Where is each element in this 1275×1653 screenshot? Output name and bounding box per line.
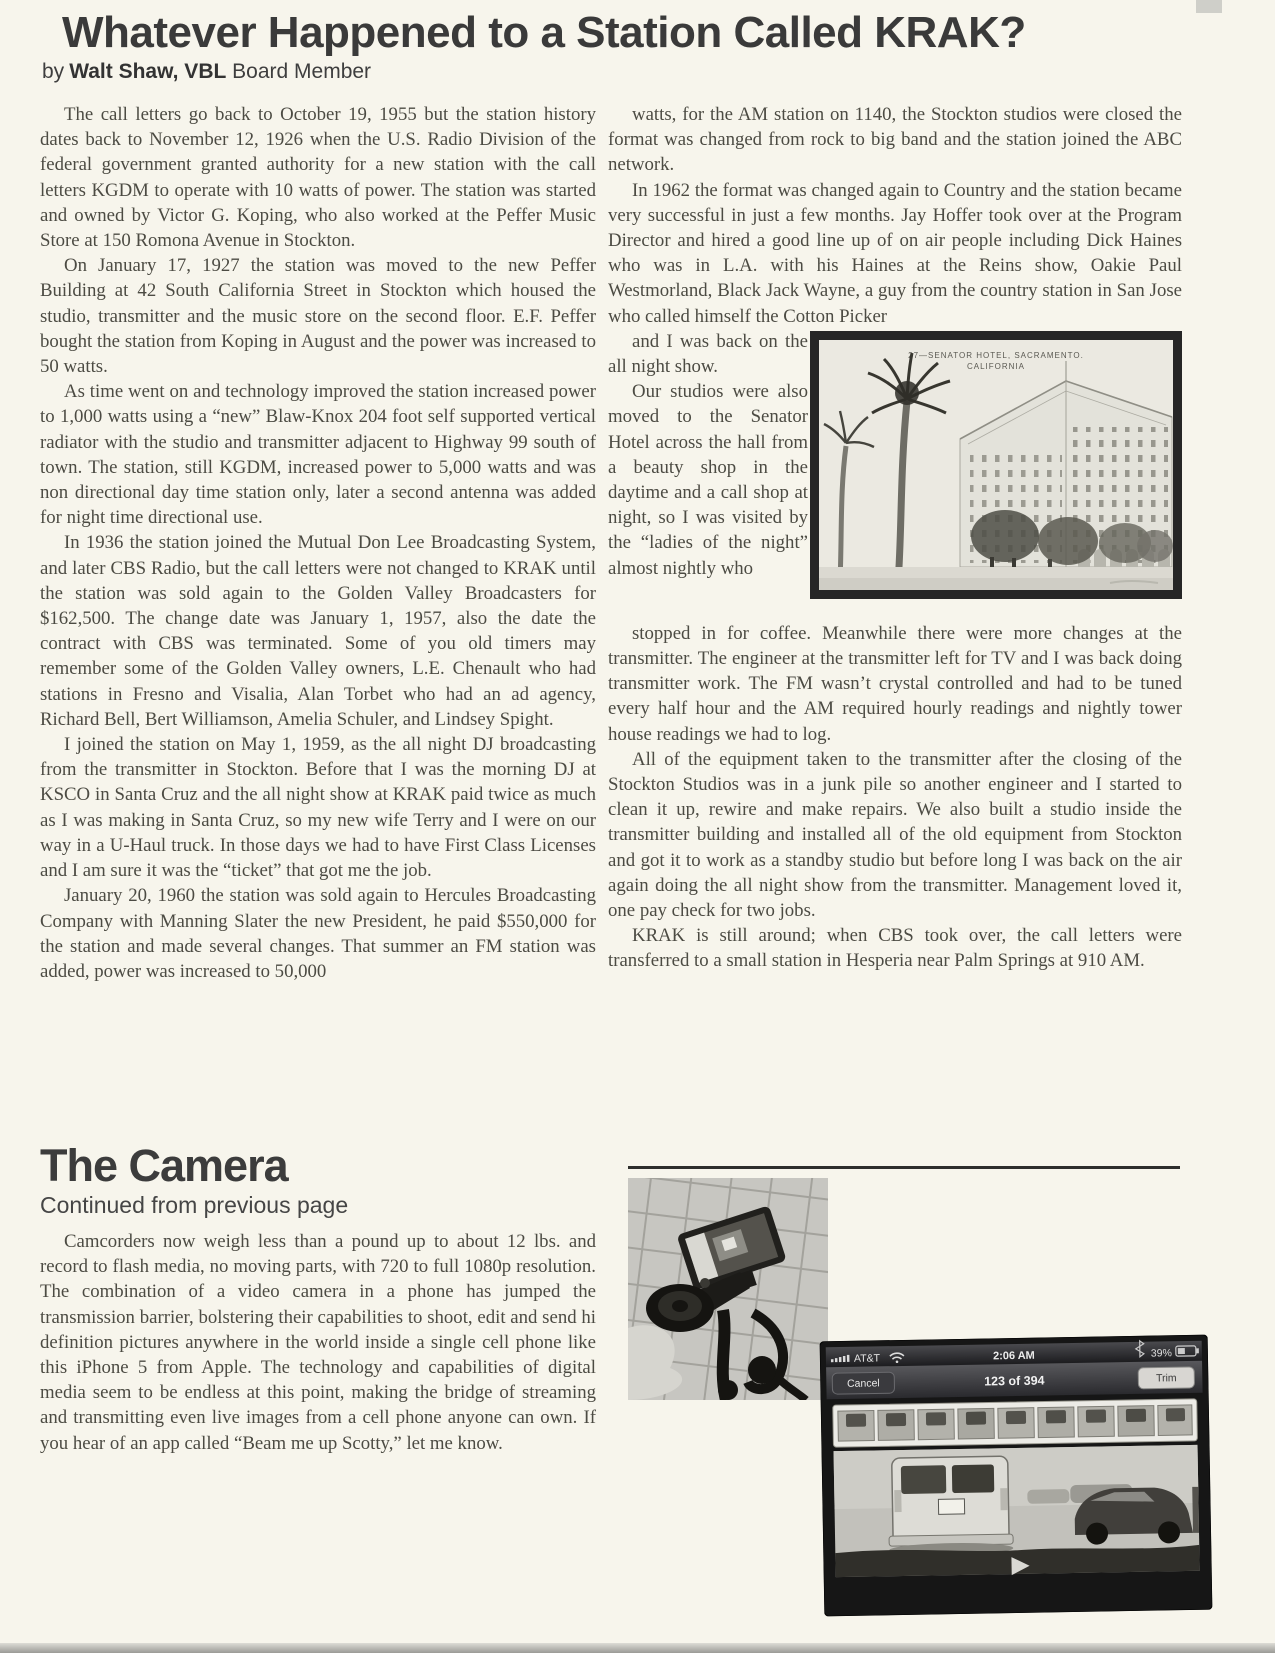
trim-button-label: Trim [1155, 1372, 1177, 1385]
paragraph: I joined the station on May 1, 1959, as the all night DJ broadcasting from the transmitter in Stockton. Before that I was the morning DJ at KSCO in Santa Cruz and the all night show at KRAK paid twice as much as I was making in Santa Cruz, so my new wife Terry and I were on our way in a U-Haul truck. In those days we had to have First Class Licenses and I am sure it was the “ticket” that got me the job. [40, 734, 596, 882]
paragraph: On January 17, 1927 the station was moved to the new Peffer Building at 42 South California Street in Stockton which housed the studio, transmitter and the music store on the second floor. E.F. Peffer bought the station from Koping in August and the power was increased to 50 watts. [40, 255, 596, 378]
white-van [888, 1456, 1014, 1556]
paragraph: watts, for the AM station on 1140, the Stockton studios were closed the format was changed from rock to big band and the station joined the ABC network. [608, 104, 1182, 176]
battery-percent-label: 39% [1150, 1347, 1172, 1360]
paragraph: January 20, 1960 the station was sold again to Hercules Broadcasting Company with Manning Slater the new President, he paid $550,000 for the station and made several changes. That summer an FM station was added, power was increased to 50,000 [40, 885, 596, 982]
paragraph: As time went on and technology improved the station increased power to 1,000 watts using a “new” Blaw-Knox 204 foot self supported vertical radiator with the studio and transmitter adjacent to Highway 99 south of town. The station, still KGDM, increased power to 5,000 watts and was non directional day time station only, later a second antenna was added for night time directional use. [40, 381, 596, 529]
left-column [40, 102, 596, 984]
narrow-text-column [608, 329, 808, 581]
iphone-video-trim-screenshot [820, 1335, 1213, 1617]
trim-toolbar [826, 1361, 1203, 1400]
cancel-button [832, 1372, 894, 1394]
trim-button [1138, 1367, 1194, 1389]
paragraph: Our studios were also moved to the Senator Hotel across the hall from a beauty shop in the daytime and a call shop at night, so I was visited by the “ladies of the night” almost nightly who [608, 381, 808, 579]
paragraph: Camcorders now weigh less than a pound up to about 12 lbs. and record to flash media, no moving parts, with 720 to full 1080p resolution. The combination of a video camera in a phone has jumped the transmission barrier, bolstering their capabilities to shoot, edit and send hi definition pictures anywhere in the world inside a single cell phone like this iPhone 5 from Apple. The technology and capabilities of digital media seem to be endless at this point, making the bridge of streaming and transmitting even live images from a cell phone anyone can own. If you hear of an app called “Beam me up Scotty,” let me know. [40, 1231, 596, 1454]
cancel-button-label: Cancel [846, 1377, 880, 1390]
frame-counter-label: 123 of 394 [983, 1373, 1045, 1389]
paragraph: and I was back on the all night show. [608, 330, 808, 378]
postcard-caption-line1: 27—SENATOR HOTEL, SACRAMENTO. [908, 350, 1084, 360]
video-frame [834, 1445, 1200, 1578]
clock-label: 2:06 AM [992, 1349, 1035, 1363]
paragraph: The call letters go back to October 19, 1955 but the station history dates back to November 12, 1926 when the U.S. Radio Division of the federal government granted authority for a new station with the call letters KGDM to operate with 10 watts of power. The station was started and owned by Victor G. Koping, who also worked at the Peffer Music Store at 150 Romona Avenue in Stockton. [40, 104, 596, 252]
carrier-label: AT&T [853, 1352, 881, 1365]
paragraph: In 1936 the station joined the Mutual Don Lee Broadcasting System, and later CBS Radio, but the call letters were not changed to KRAK until the station was sold again to the Golden Valley Broadcasters for $162,500. The change date was January 1, 1957, also the date the contract with CBS was terminated. Some of you old timers may remember some of the Golden Valley owners, L.E. Chenault who had stations in Fresno and Visalia, Alan Torbet who had an ad agency, Richard Bell, Bert Williamson, Amelia Schuler, and Lindsey Spight. [40, 532, 596, 730]
byline-author: Walt Shaw, VBL [69, 60, 227, 83]
paragraph: KRAK is still around; when CBS took over, the call letters were transferred to a small station in Hesperia near Palm Springs at 910 AM. [608, 925, 1182, 972]
byline-role: Board Member [232, 60, 372, 83]
byline [42, 60, 376, 84]
iphone-screenshot-drawing [820, 1335, 1213, 1617]
iphone-stabilizer-rig-photo [628, 1178, 828, 1400]
section-divider-rule [628, 1166, 1180, 1169]
postcard-caption-line2: CALIFORNIA [966, 361, 1026, 371]
paragraph: In 1962 the format was changed again to Country and the station became very successful in just a few months. Jay Hoffer took over at the Program Director and hired a good line up of on air people including Dick Haines who was in L.A. with his Haines at the Reins show, Oakie Paul Westmorland, Black Jack Wayne, a guy from the country station in San Jose who called himself the Cotton Picker [608, 179, 1182, 327]
article-title: Whatever Happened to a Station Called KRAK? [62, 8, 1026, 57]
text-wrap-around-image [608, 329, 1182, 621]
camera-article-subtitle: Continued from previous page [40, 1192, 349, 1218]
paragraph: stopped in for coffee. Meanwhile there were more changes at the transmitter. The engineer at the transmitter left for TV and I was back doing transmitter work. The FM wasn’t crystal controlled and had to be tuned every half hour and the AM required hourly readings and nightly tower house readings we had to log. [608, 622, 1182, 745]
camera-article [40, 1142, 596, 1456]
byline-by: by [42, 60, 65, 83]
right-column [608, 102, 1182, 974]
camera-rig-drawing [628, 1178, 828, 1400]
paragraph: All of the equipment taken to the transmitter after the closing of the Stockton Studios was in a junk pile so another engineer and I started to clean it up, rewire and make repairs. We also built a studio inside the transmitter building and installed all of the old equipment from Stockton and got it to work as a standby studio but before long I was back on the air again doing the all night show from the transmitter. Management loved it, one pay check for two jobs. [608, 748, 1182, 922]
senator-hotel-postcard-image [810, 331, 1182, 599]
senator-hotel-drawing [810, 331, 1182, 599]
camera-article-title: The Camera [40, 1140, 288, 1191]
filmstrip-scrubber [833, 1399, 1198, 1447]
scan-edge-shadow [0, 1643, 1275, 1653]
